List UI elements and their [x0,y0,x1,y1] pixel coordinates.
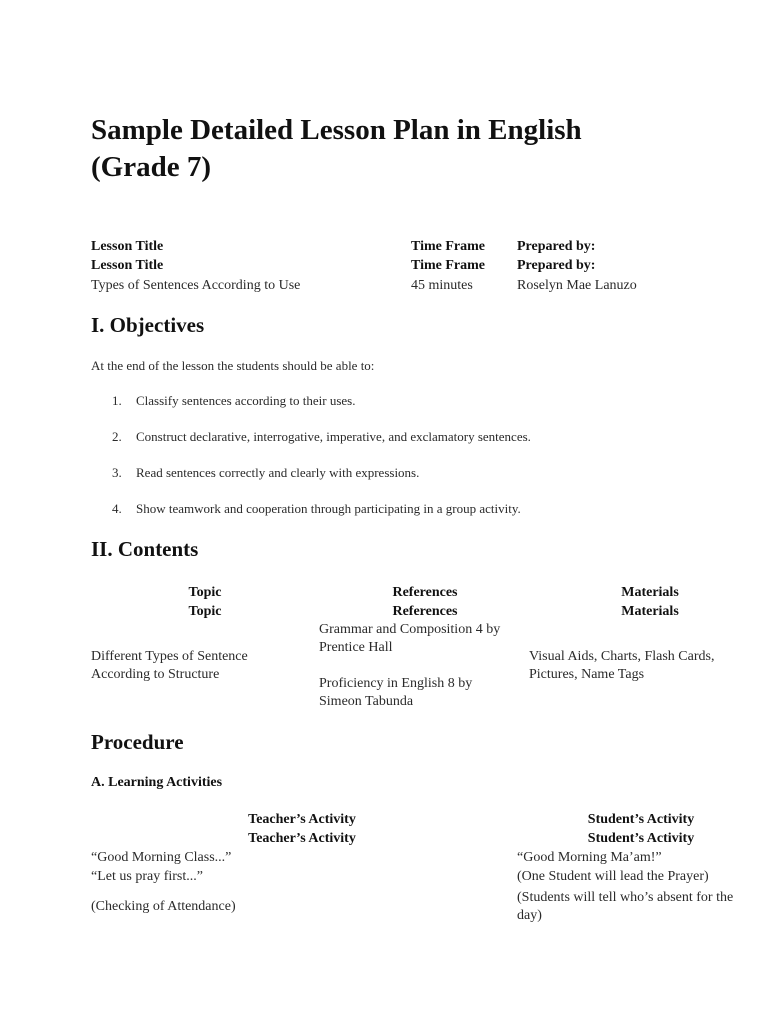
header-lesson-title-repeat: Lesson Title [91,258,164,273]
cell-reference-1-line-2: Prentice Hall [319,640,393,655]
cell-topic-line-2: According to Structure [91,667,220,682]
header-materials-repeat: Materials [621,604,679,619]
list-item-text: Construct declarative, interrogative, imperative, and exclamatory sentences. [136,429,531,444]
header-topic: Topic [188,585,222,600]
header-references: References [392,585,458,600]
list-item-text: Classify sentences according to their uses. [136,393,356,408]
list-item-text: Read sentences correctly and clearly with expressions. [136,465,420,480]
list-item [91,391,731,427]
header-student-activity-repeat: Student’s Activity [587,831,695,846]
header-materials: Materials [621,585,679,600]
title-line-2: (Grade 7) [91,151,211,183]
objectives-heading: I. Objectives [91,313,205,337]
teacher-activity-2: “Let us pray first...” [91,869,203,884]
teacher-activity-1: “Good Morning Class...” [91,850,232,865]
list-item-number: 2. [112,429,122,444]
header-prepared-by-repeat: Prepared by: [517,258,596,273]
list-item [91,499,731,535]
header-teacher-activity-repeat: Teacher’s Activity [248,831,356,846]
cell-lesson-title: Types of Sentences According to Use [91,278,301,293]
procedure-heading: Procedure [91,730,184,754]
list-item [91,427,731,463]
header-time-frame: Time Frame [411,239,485,254]
header-topic-repeat: Topic [188,604,222,619]
list-item-number: 1. [112,393,122,408]
student-activity-3-line-1: (Students will tell who’s absent for the [517,890,734,905]
teacher-activity-3: (Checking of Attendance) [91,899,236,914]
header-references-repeat: References [392,604,458,619]
header-student-activity: Student’s Activity [587,812,695,827]
student-activity-2: (One Student will lead the Prayer) [517,869,709,884]
cell-reference-1-line-1: Grammar and Composition 4 by [319,622,501,637]
header-prepared-by: Prepared by: [517,239,596,254]
cell-reference-2-line-2: Simeon Tabunda [319,694,414,709]
title-line-1: Sample Detailed Lesson Plan in English [91,114,582,146]
contents-heading: II. Contents [91,537,199,561]
cell-materials-line-1: Visual Aids, Charts, Flash Cards, [529,649,715,664]
cell-materials-line-2: Pictures, Name Tags [529,667,645,682]
header-time-frame-repeat: Time Frame [411,258,485,273]
list-item-number: 3. [112,465,122,480]
objectives-list [91,391,731,535]
header-teacher-activity: Teacher’s Activity [248,812,356,827]
cell-time-frame: 45 minutes [411,278,473,293]
student-activity-1: “Good Morning Ma’am!” [517,850,662,865]
learning-activities-subheading: A. Learning Activities [91,775,223,790]
cell-reference-2-line-1: Proficiency in English 8 by [319,676,473,691]
list-item [91,463,731,499]
header-lesson-title: Lesson Title [91,239,164,254]
document-title [91,112,731,186]
objectives-intro: At the end of the lesson the students should be able to: [91,358,375,373]
list-item-text: Show teamwork and cooperation through participating in a group activity. [136,501,521,516]
list-item-number: 4. [112,501,122,516]
student-activity-3-line-2: day) [517,908,542,923]
cell-topic-line-1: Different Types of Sentence [91,649,248,664]
cell-prepared-by: Roselyn Mae Lanuzo [517,278,637,293]
